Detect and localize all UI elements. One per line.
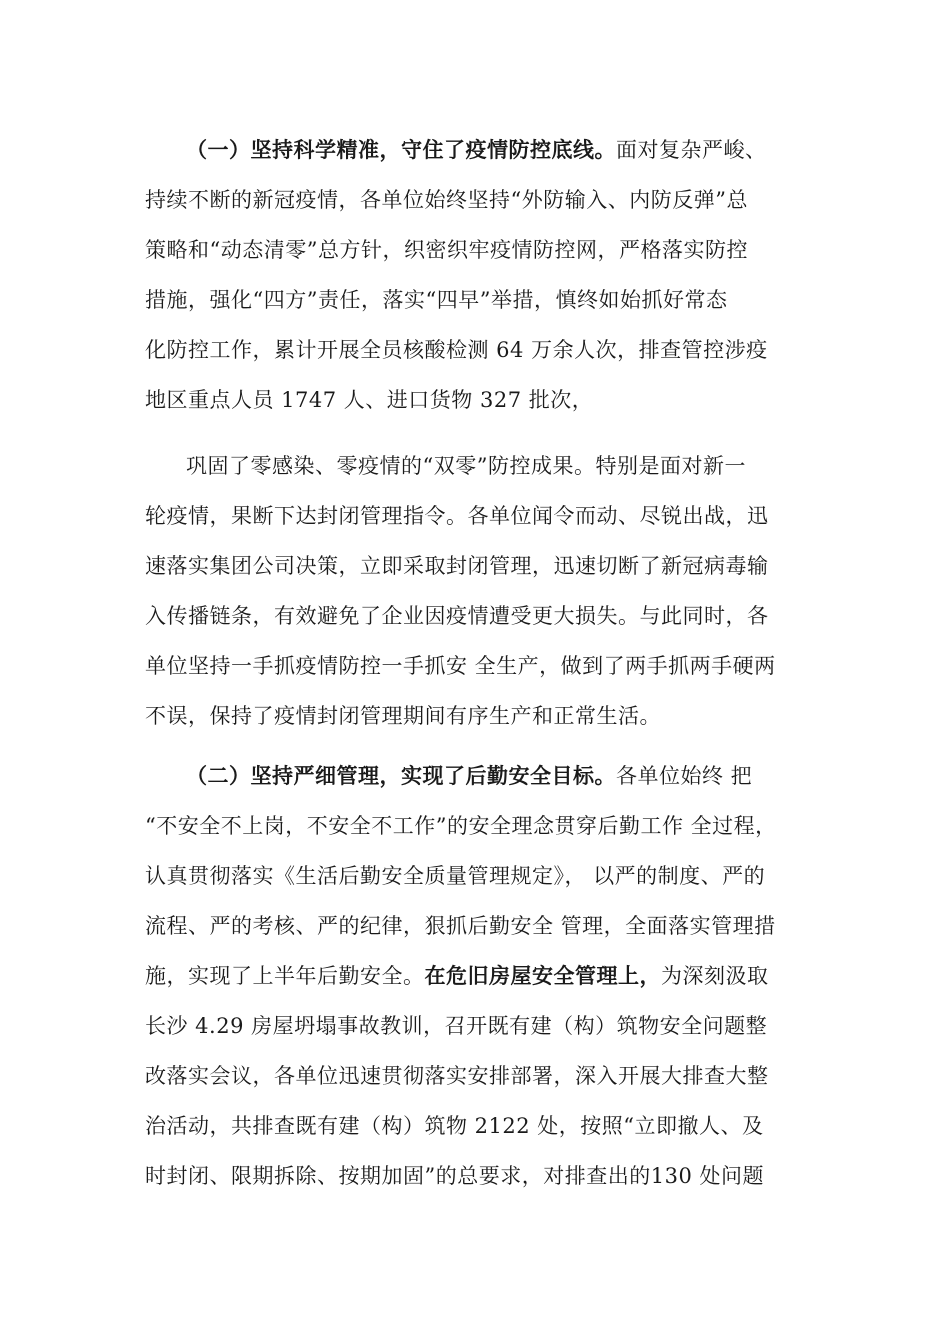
- paragraph-1-line-3: 策略和“动态清零”总方针，织密织牢疫情防控网，严格落实防控: [145, 238, 748, 262]
- paragraph-2-line-6: 不误，保持了疫情封闭管理期间有序生产和正常生活。: [145, 704, 661, 728]
- paragraph-3-line-7: 改落实会议，各单位迅速贯彻落实安排部署，深入开展大排查大整: [145, 1064, 769, 1088]
- text-span: 为深刻汲取: [661, 964, 769, 988]
- paragraph-1-line-2: 持续不断的新冠疫情，各单位始终坚持“外防输入、内防反弹”总: [145, 188, 748, 212]
- paragraph-2-line-1: 巩固了零感染、零疫情的“双零”防控成果。特别是面对新一: [186, 454, 746, 478]
- paragraph-3-line-9: 时封闭、限期拆除、按期加固”的总要求，对排查出的130 处问题: [145, 1164, 764, 1188]
- paragraph-1-line-1: [186, 136, 767, 164]
- paragraph-3-line-1: [186, 762, 752, 790]
- section-1-heading: （一）坚持科学精准，守住了疫情防控底线。: [186, 137, 616, 162]
- paragraph-1-line-5: 化防控工作，累计开展全员核酸检测 64 万余人次，排查管控涉疫: [145, 338, 768, 362]
- paragraph-2-line-3: 速落实集团公司决策，立即采取封闭管理，迅速切断了新冠病毒输: [145, 554, 769, 578]
- text-span: 施，实现了上半年后勤安全。: [145, 964, 425, 988]
- subheading-inline: 在危旧房屋安全管理上，: [424, 963, 661, 988]
- section-2-heading: （二）坚持严细管理，实现了后勤安全目标。: [186, 763, 616, 788]
- paragraph-1-line-6: 地区重点人员 1747 人、进口货物 327 批次，: [145, 388, 594, 412]
- paragraph-3-line-6: 长沙 4.29 房屋坍塌事故教训，召开既有建（构）筑物安全问题整: [145, 1014, 768, 1038]
- paragraph-2-line-4: 入传播链条，有效避免了企业因疫情遭受更大损失。与此同时，各: [145, 604, 769, 628]
- paragraph-3-line-5: [145, 962, 769, 990]
- paragraph-3-line-4: 流程、严的考核、严的纪律，狠抓后勤安全 管理，全面落实管理措: [145, 914, 776, 938]
- paragraph-3-line-2: “不安全不上岗，不安全不工作”的安全理念贯穿后勤工作 全过程，: [145, 814, 777, 838]
- paragraph-3-line-3: 认真贯彻落实《生活后勤安全质量管理规定》， 以严的制度、严的: [145, 864, 766, 888]
- paragraph-1-line-4: 措施，强化“四方”责任，落实“四早”举措，慎终如始抓好常态: [145, 288, 728, 312]
- paragraph-2-line-5: 单位坚持一手抓疫情防控一手抓安 全生产，做到了两手抓两手硬两: [145, 654, 776, 678]
- paragraph-2-line-2: 轮疫情，果断下达封闭管理指令。各单位闻令而动、尽锐出战，迅: [145, 504, 769, 528]
- text-span: 各单位始终 把: [616, 764, 753, 788]
- paragraph-3-line-8: 治活动，共排查既有建（构）筑物 2122 处，按照“立即撤人、及: [145, 1114, 764, 1138]
- text-span: 面对复杂严峻、: [616, 138, 767, 162]
